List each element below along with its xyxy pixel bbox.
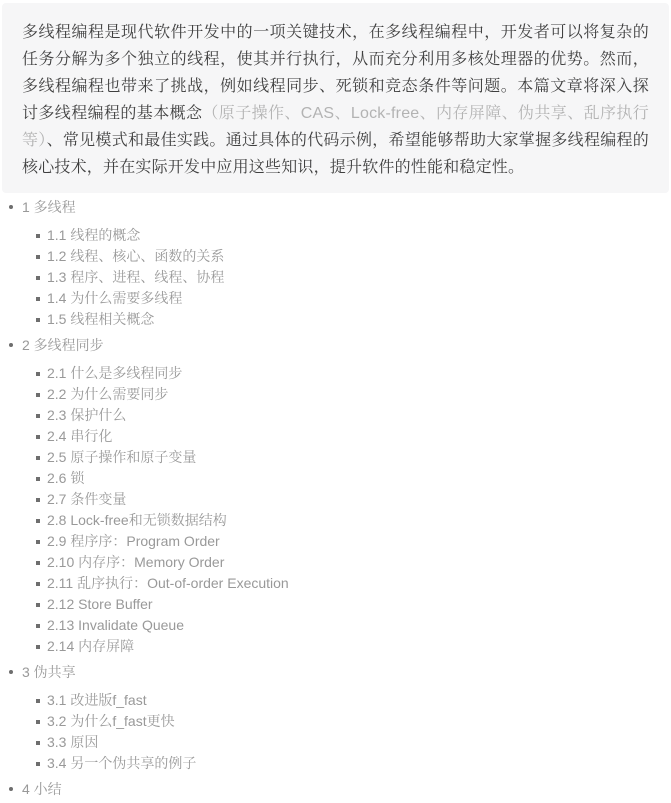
toc-item-link[interactable]: 1.2 线程、核心、函数的关系 [47,248,225,264]
toc-item-link[interactable]: 3.3 原因 [47,734,99,750]
toc-item [22,384,671,405]
toc-item-link[interactable]: 2.12 Store Buffer [47,596,153,612]
toc-item-link[interactable]: 2.5 原子操作和原子变量 [47,449,197,465]
toc-item [22,753,671,774]
toc-section-link[interactable]: 3 伪共享 [22,664,76,680]
bullet-square-icon [36,234,40,238]
toc-item [22,309,671,330]
toc-section-link[interactable]: 2 多线程同步 [22,337,104,353]
bullet-square-icon [36,699,40,703]
bullet-square-icon [36,318,40,322]
toc-item [22,405,671,426]
toc-item [22,594,671,615]
toc-item [22,732,671,753]
bullet-square-icon [36,456,40,460]
toc-item [22,690,671,711]
toc-item-link[interactable]: 3.2 为什么f_fast更快 [47,713,175,729]
toc-sublist [22,363,671,657]
intro-text-end: 、常见模式和最佳实践。通过具体的代码示例，希望能够帮助大家掌握多线程编程的核心技术，并在实际开发中应用这些知识，提升软件的性能和稳定性。 [22,132,649,176]
toc-item [22,711,671,732]
toc-section-link[interactable]: 1 多线程 [22,199,76,215]
bullet-square-icon [36,603,40,607]
toc-item [22,510,671,531]
toc-item-link[interactable]: 1.1 线程的概念 [47,227,141,243]
toc-item [22,468,671,489]
bullet-square-icon [36,276,40,280]
toc-item-link[interactable]: 2.3 保护什么 [47,407,127,423]
toc-item [22,489,671,510]
bullet-square-icon [36,255,40,259]
toc-section [0,778,671,800]
bullet-square-icon [36,762,40,766]
toc-item [22,573,671,594]
toc-item [22,531,671,552]
bullet-disc-icon [9,670,13,674]
toc-item-link[interactable]: 2.11 乱序执行：Out-of-order Execution [47,575,289,591]
toc-section [0,196,671,330]
intro-text: 多线程编程是现代软件开发中的一项关键技术，在多线程编程中，开发者可以将复杂的任务分解为多个独立的线程，使其并行执行，从而充分利用多核处理器的优势。然而，多线程编程也带来了挑战，例如线程同步、死锁和竞态条件等问题。本篇文章将深入探讨多线程编程的基本概念 [22,24,649,122]
bullet-square-icon [36,519,40,523]
toc-item [22,636,671,657]
bullet-disc-icon [9,205,13,209]
toc-item-link[interactable]: 1.4 为什么需要多线程 [47,290,183,306]
toc-item [22,447,671,468]
bullet-square-icon [36,720,40,724]
toc-item-link[interactable]: 2.10 内存序：Memory Order [47,554,225,570]
intro-summary-box [2,3,669,193]
bullet-square-icon [36,393,40,397]
toc-sublist [22,690,671,774]
bullet-square-icon [36,561,40,565]
bullet-square-icon [36,645,40,649]
bullet-square-icon [36,498,40,502]
toc-item [22,267,671,288]
toc-item-link[interactable]: 1.5 线程相关概念 [47,311,155,327]
toc-item-link[interactable]: 2.13 Invalidate Queue [47,617,184,633]
intro-text-muted: （原子操作、CAS、Lock-free、内存屏障、伪共享、乱序执行等） [22,105,649,149]
toc-item-link[interactable]: 3.4 另一个伪共享的例子 [47,755,197,771]
toc-item-link[interactable]: 2.7 条件变量 [47,491,127,507]
toc-item [22,246,671,267]
toc-item [22,426,671,447]
toc-item-link[interactable]: 2.4 串行化 [47,428,113,444]
toc-item [22,288,671,309]
bullet-square-icon [36,372,40,376]
toc-item-link[interactable]: 1.3 程序、进程、线程、协程 [47,269,225,285]
bullet-disc-icon [9,343,13,347]
toc-section [0,334,671,657]
intro-paragraph [22,19,649,181]
toc-item-link[interactable]: 3.1 改进版f_fast [47,692,147,708]
toc-item [22,225,671,246]
bullet-square-icon [36,477,40,481]
toc-item [22,615,671,636]
toc-item-link[interactable]: 2.9 程序序：Program Order [47,533,220,549]
bullet-square-icon [36,582,40,586]
toc-item-link[interactable]: 2.14 内存屏障 [47,638,135,654]
toc-item-link[interactable]: 2.1 什么是多线程同步 [47,365,183,381]
bullet-square-icon [36,297,40,301]
bullet-square-icon [36,540,40,544]
toc-item [22,363,671,384]
toc-sublist [22,225,671,330]
bullet-square-icon [36,414,40,418]
bullet-disc-icon [9,787,13,791]
toc-item-link[interactable]: 2.8 Lock-free和无锁数据结构 [47,512,227,528]
toc-list [0,196,671,800]
toc-item-link[interactable]: 2.6 锁 [47,470,85,486]
toc-section-link[interactable]: 4 小结 [22,781,62,797]
toc-item-link[interactable]: 2.2 为什么需要同步 [47,386,169,402]
bullet-square-icon [36,624,40,628]
toc-section [0,661,671,774]
bullet-square-icon [36,435,40,439]
bullet-square-icon [36,741,40,745]
toc-item [22,552,671,573]
